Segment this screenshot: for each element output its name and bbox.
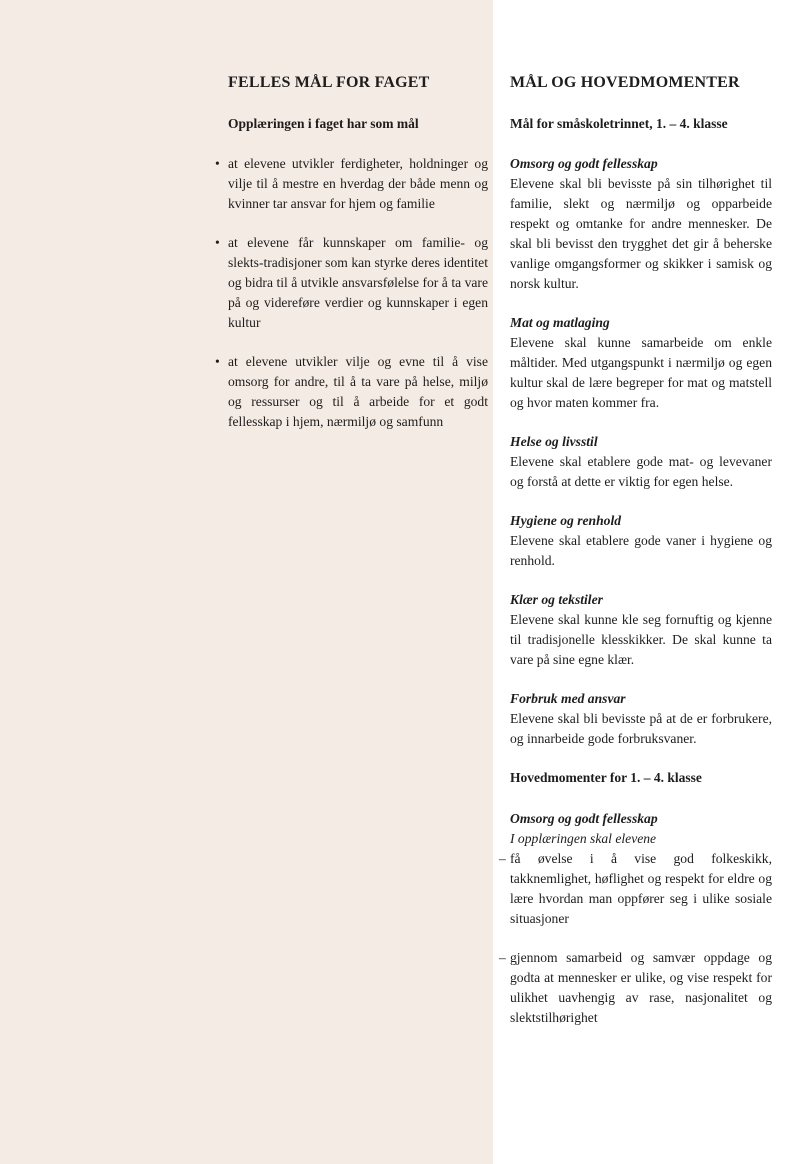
felles-mal-column (215, 70, 488, 451)
goal-block (510, 154, 772, 294)
goal-text: at elevene utvikler vilje og evne til å vise omsorg for andre, til å ta vare på helse, miljø og ressurser og til å arbeide for et godt fellesskap i hjem, nærmiljø og samfunn (228, 354, 488, 429)
bullet: • (215, 235, 220, 250)
goal-text: at elevene utvikler ferdigheter, holdninger og vilje til å mestre en hverdag der både menn og kvinner tar ansvar for hjem og familie (228, 156, 488, 211)
right-section-title: MÅL OG HOVEDMOMENTER (510, 74, 740, 91)
dash-item-text: få øvelse i å vise god folkeskikk, takknemlighet, høflighet og respekt for eldre og lære hvordan man oppfører seg i ulike sosiale situasjoner (510, 851, 772, 926)
dash-list-item (499, 849, 772, 929)
left-subtitle: Opplæringen i faget har som mål (228, 116, 419, 131)
block-text: Elevene skal etablere gode mat- og levevaner og forstå at dette er viktig for egen helse. (510, 454, 772, 489)
hovedmomenter-title: Hovedmomenter for 1. – 4. klasse (510, 770, 702, 785)
goal-block (510, 590, 772, 670)
hovedmomenter-heading: Omsorg og godt fellesskap (510, 811, 658, 826)
left-section-title: FELLES MÅL FOR FAGET (228, 74, 430, 91)
block-heading: Helse og livsstil (510, 434, 598, 449)
hovedmomenter-intro: I opplæringen skal elevene (510, 831, 657, 846)
block-heading: Hygiene og renhold (510, 513, 622, 528)
goal-block (510, 313, 772, 413)
dash-list-item (499, 948, 772, 1028)
block-text: Elevene skal kunne samarbeide om enkle måltider. Med utgangspunkt i nærmiljø og egen kultur skal de lære begreper for mat og matstell og hvor maten kommer fra. (510, 335, 772, 410)
dash: – (499, 950, 506, 965)
block-heading: Mat og matlaging (510, 315, 610, 330)
goal-block (510, 689, 772, 749)
goal-text: at elevene får kunnskaper om familie- og slekts-tradisjoner som kan styrke deres identitet og bidra til å utvikle ansvarsfølelse for å ta vare på og videreføre verdier og kunnskaper i egen kultur (228, 235, 488, 330)
dash: – (499, 851, 506, 866)
bullet: • (215, 354, 220, 369)
block-text: Elevene skal bli bevisste på sin tilhørighet til familie, slekt og nærmiljø og opparbeide respekt og omtanke for andre mennesker. De skal bli bevisst den trygghet det gir å beherske vanlige omgangsformer og skikker i samisk og norsk kultur. (510, 176, 772, 291)
block-text: Elevene skal bli bevisste på at de er forbrukere, og innarbeide gode forbruksvaner. (510, 711, 772, 746)
block-text: Elevene skal kunne kle seg fornuftig og kjenne til tradisjonelle klesskikker. De skal kunne ta vare på sine egne klær. (510, 612, 772, 667)
dash-item-text: gjennom samarbeid og samvær oppdage og godta at mennesker er ulike, og vise respekt for ulikhet uavhengig av rase, nasjonalitet og slektstilhørighet (510, 950, 772, 1025)
goals-list (215, 154, 488, 432)
right-subtitle: Mål for småskoletrinnet, 1. – 4. klasse (510, 116, 728, 131)
block-heading: Omsorg og godt fellesskap (510, 156, 658, 171)
mal-og-hovedmomenter-column (499, 70, 772, 1047)
goal-block (510, 432, 772, 492)
block-text: Elevene skal etablere gode vaner i hygiene og renhold. (510, 533, 772, 568)
goal-item (215, 154, 488, 214)
block-heading: Forbruk med ansvar (510, 691, 626, 706)
bullet: • (215, 156, 220, 171)
goal-block (510, 511, 772, 571)
goal-item (215, 233, 488, 333)
block-heading: Klær og tekstiler (510, 592, 603, 607)
goal-item (215, 352, 488, 432)
